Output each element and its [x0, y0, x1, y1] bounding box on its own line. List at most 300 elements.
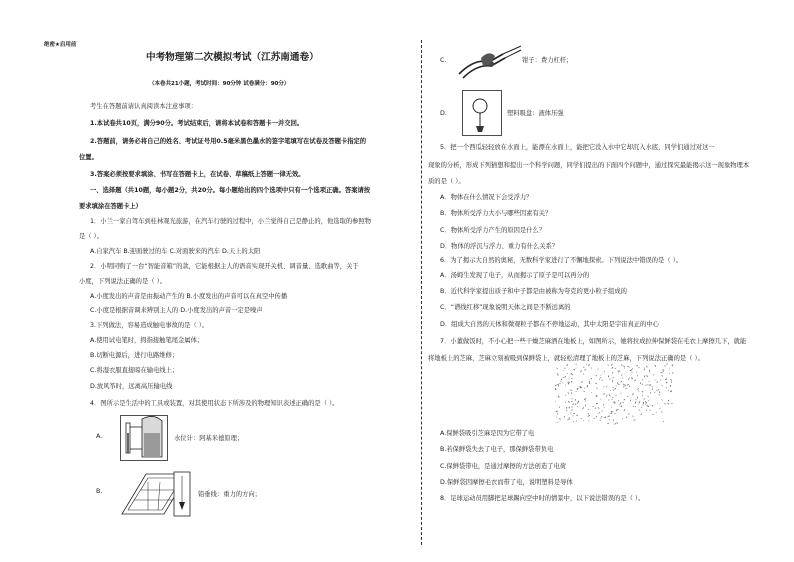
sesame-seed	[609, 394, 610, 396]
sesame-seed	[571, 398, 573, 399]
sesame-seed	[622, 418, 623, 420]
sesame-seed	[629, 385, 630, 387]
question-line: A.使用试电笔时，拇指接触笔尾金属体；	[90, 337, 204, 344]
sesame-seed	[565, 395, 566, 396]
sesame-seed	[668, 403, 669, 405]
sesame-seed	[614, 388, 616, 390]
question-line: 1．小兰一家自驾车到桂林观光旅游，在汽车行驶的过程中，小兰觉得自己是静止的，他选取的参照物	[90, 218, 372, 225]
sesame-seed	[614, 423, 616, 425]
sesame-seed	[582, 408, 583, 409]
sesame-seed	[665, 379, 667, 380]
sesame-seed	[572, 374, 573, 375]
sesame-seed	[661, 411, 663, 412]
question-line: B．近代科学家提出质子和中子都是由被称为夸克的更小粒子组成的	[440, 288, 627, 295]
sesame-seed	[588, 409, 589, 411]
sesame-seed	[622, 378, 623, 379]
sesame-seed	[642, 380, 644, 381]
option-d-text: 塑料吸盘：液体压强	[507, 110, 564, 117]
sesame-seed	[654, 392, 656, 394]
sesame-seed	[654, 379, 655, 380]
sesame-seed	[562, 382, 563, 384]
sesame-seed	[628, 379, 629, 380]
water-gauge-figure	[120, 415, 168, 461]
sesame-seed	[555, 401, 556, 402]
question-line: A.自家汽车 B.迎面驶过的车 C.对面驶来的汽车 D.天上的太阳	[90, 248, 261, 255]
sesame-seed	[565, 376, 566, 378]
sesame-seed	[571, 381, 573, 383]
question-line: D．组成大自然的天体和微观粒子都在不停地运动，其中太阳是宇宙真正的中心	[440, 321, 659, 328]
sesame-seed	[599, 412, 600, 413]
sesame-seed	[588, 420, 589, 421]
sesame-seed	[573, 413, 575, 414]
secret-label: 绝密★启用前	[44, 42, 77, 48]
sesame-seed	[616, 422, 618, 424]
sesame-seed	[646, 385, 647, 386]
sesame-seed	[603, 386, 604, 387]
sesame-seed	[584, 399, 586, 400]
sesame-seed	[645, 401, 647, 403]
sesame-seed	[626, 417, 627, 419]
sesame-seed	[596, 403, 598, 404]
sesame-seed	[635, 379, 636, 381]
sesame-seed	[669, 368, 670, 369]
sesame-seed	[646, 405, 648, 406]
sesame-seed	[666, 387, 668, 388]
sesame-seed	[642, 392, 643, 393]
sesame-seed	[635, 399, 637, 400]
note-1: 1.本试卷共10页，满分90分。考试结束后，请将本试卷和答题卡一并交回。	[90, 120, 304, 127]
sesame-seed	[571, 378, 572, 379]
sesame-seed	[556, 416, 557, 417]
sesame-seed	[631, 394, 633, 395]
sesame-seed	[555, 388, 556, 390]
sesame-seed	[656, 389, 658, 391]
sesame-seed	[570, 412, 571, 413]
answer-line: 8．足球运动员用脚把足球踢向空中时的情景中，以下说法错误的是（ ）。	[440, 495, 645, 502]
sesame-seed	[598, 407, 600, 409]
sesame-seed	[656, 381, 658, 383]
sesame-seed	[583, 391, 585, 392]
sesame-seed	[603, 407, 604, 408]
sesame-seed	[559, 419, 561, 420]
answer-line: C.保鲜袋带电，是通过摩擦的方法创造了电荷	[440, 463, 567, 470]
sesame-seed	[581, 381, 583, 383]
sesame-seed	[666, 377, 667, 378]
sesame-seed	[648, 400, 649, 402]
question-line: B．物体所受浮力大小与哪些因素有关？	[440, 210, 552, 217]
option-b-letter: B.	[96, 488, 103, 495]
sesame-seed	[641, 383, 642, 385]
sesame-seed	[565, 385, 566, 386]
question-line: A．物体在什么情况下会受浮力？	[440, 194, 533, 201]
sesame-seed	[643, 398, 645, 399]
sesame-seed	[616, 385, 617, 386]
sesame-seed	[583, 420, 585, 421]
answer-line: A.保鲜袋吸引芝麻是因为它带了电	[440, 430, 535, 437]
sesame-seed	[596, 387, 598, 389]
sesame-seed	[610, 390, 611, 391]
sesame-seed	[638, 403, 639, 404]
note-2-cont: 位置。	[79, 154, 98, 161]
page-subtitle: （本卷共21小题，考试时间：90分钟 试卷满分：90分）	[149, 81, 290, 87]
sesame-seed	[664, 365, 666, 367]
sesame-seed	[613, 389, 614, 391]
sesame-seed	[647, 406, 649, 407]
sesame-seed	[601, 380, 602, 381]
question-line: 5．把一个西瓜轻轻放在水面上，能漂在水面上，能把它没入水中它却沉入水底，同学们通过对这一	[440, 144, 715, 151]
sesame-seed	[596, 395, 598, 396]
sesame-seed	[600, 417, 601, 419]
sesame-seed	[576, 391, 577, 392]
sesame-seed	[644, 368, 645, 369]
option-a-letter: A.	[96, 433, 103, 440]
sesame-seed	[598, 369, 599, 370]
sesame-seed	[591, 367, 592, 368]
sesame-seed	[649, 410, 651, 411]
sesame-seed	[639, 409, 640, 411]
answer-line: D.保鲜袋因摩擦毛衣而带了电，说明塑料是导体	[440, 479, 573, 486]
sesame-seed	[638, 367, 640, 368]
sesame-seed	[641, 407, 642, 408]
option-c-letter: C.	[440, 57, 447, 64]
sesame-seed	[558, 385, 560, 386]
sesame-seed	[609, 378, 610, 379]
sesame-seed	[566, 410, 568, 411]
sesame-seed	[612, 411, 613, 413]
sesame-seed	[631, 377, 633, 378]
sesame-seed	[557, 413, 558, 415]
sesame-seed	[580, 370, 582, 372]
sesame-seed	[583, 367, 584, 368]
sesame-seed	[654, 365, 656, 367]
sesame-seed	[567, 392, 568, 393]
sesame-seed	[608, 375, 609, 377]
sesame-seed	[615, 394, 616, 396]
sesame-seed	[637, 375, 638, 376]
sesame-scatter-figure	[555, 364, 673, 424]
section-heading-cont: 要求填涂在答题卡上）	[79, 203, 142, 210]
question-line: C.将湿衣服直接晾在输电线上；	[90, 367, 179, 374]
sesame-seed	[565, 402, 566, 403]
question-line: 将地板上的芝麻，芝麻立刻被吸到保鲜袋上，就轻松清理了地板上的芝麻，下列说法正确的是（ ）。	[428, 355, 704, 362]
sesame-seed	[672, 372, 673, 374]
option-a-text: 水位计：阿基米德原理；	[174, 435, 244, 442]
sesame-seed	[633, 406, 634, 407]
sesame-seed	[658, 394, 660, 396]
sesame-seed	[668, 400, 669, 402]
sesame-seed	[618, 404, 619, 405]
question-line: 7．小董做饭时，不小心把一些干燥芝麻洒在地板上，如图所示，她将拉成拉伸保鲜袋在毛衣上摩擦几下，就能	[440, 338, 747, 345]
sesame-seed	[600, 377, 601, 378]
sesame-seed	[556, 367, 558, 369]
sesame-seed	[586, 364, 587, 365]
sesame-seed	[611, 411, 612, 413]
sesame-seed	[595, 375, 597, 376]
sesame-seed	[652, 405, 654, 406]
sesame-seed	[559, 418, 560, 419]
sesame-seed	[577, 402, 578, 403]
sesame-seed	[646, 366, 648, 368]
sesame-seed	[598, 413, 599, 414]
sesame-seed	[606, 396, 607, 397]
sesame-seed	[555, 385, 557, 386]
sesame-seed	[672, 364, 673, 365]
sesame-seed	[652, 414, 654, 415]
sesame-seed	[627, 384, 629, 385]
sesame-seed	[625, 388, 627, 389]
question-line: 小度，下列说法正确的是（ ）。	[79, 278, 167, 285]
sesame-seed	[591, 378, 593, 380]
sesame-seed	[604, 417, 605, 418]
sesame-seed	[610, 395, 611, 396]
sesame-seed	[650, 384, 651, 385]
question-line: A．汤姆生发现了电子，从而揭示了原子是可以再分的	[440, 272, 590, 279]
question-line: B.切断电源后，进行电路维修；	[90, 352, 179, 359]
sesame-seed	[561, 379, 562, 381]
sesame-seed	[604, 371, 605, 373]
sesame-seed	[600, 374, 601, 375]
question-line: 6．为了揭示大自然的奥秘，无数科学家进行了不懈地探索。下列说法中错误的是（ ）。	[440, 257, 683, 264]
sesame-seed	[599, 420, 601, 421]
sesame-seed	[594, 418, 596, 419]
sesame-seed	[627, 366, 629, 367]
sesame-seed	[601, 416, 603, 417]
sesame-seed	[659, 391, 660, 393]
sesame-seed	[660, 379, 661, 380]
sesame-seed	[641, 413, 642, 415]
sesame-seed	[662, 370, 664, 371]
sesame-seed	[595, 408, 597, 409]
sesame-seed	[577, 406, 579, 407]
sesame-seed	[569, 379, 570, 380]
sesame-seed	[575, 403, 577, 405]
sesame-seed	[621, 374, 622, 376]
option-b-text: 铅垂线：重力的方向；	[198, 491, 261, 498]
sesame-seed	[585, 369, 586, 370]
sesame-seed	[569, 407, 570, 409]
question-line: 质的是（ ）。	[428, 178, 465, 185]
sesame-seed	[650, 392, 651, 394]
sesame-seed	[647, 384, 648, 385]
sesame-seed	[671, 381, 672, 383]
sesame-seed	[603, 393, 605, 394]
sesame-seed	[646, 410, 648, 411]
question-line: 是（ ）。	[79, 233, 104, 240]
sesame-seed	[624, 367, 625, 368]
sesame-seed	[571, 409, 572, 411]
sesame-seed	[670, 379, 672, 381]
answer-line: B.若保鲜袋失去了电子，那保鲜袋带负电	[440, 446, 554, 453]
sesame-seed	[666, 382, 668, 383]
sesame-seed	[630, 370, 632, 372]
sesame-seed	[585, 401, 586, 402]
sesame-seed	[583, 373, 584, 374]
sesame-seed	[576, 363, 577, 365]
sesame-seed	[644, 376, 645, 378]
sesame-seed	[632, 415, 634, 417]
sesame-seed	[596, 416, 597, 417]
pliers-figure	[455, 44, 525, 80]
sesame-seed	[564, 416, 565, 418]
sesame-seed	[639, 401, 641, 403]
sesame-seed	[568, 401, 570, 403]
sesame-seed	[650, 371, 651, 373]
sesame-seed	[563, 370, 564, 371]
sesame-seed	[659, 408, 661, 409]
sesame-seed	[557, 422, 559, 423]
sesame-seed	[576, 420, 577, 421]
sesame-seed	[588, 416, 589, 417]
sesame-seed	[652, 374, 654, 375]
sesame-seed	[571, 401, 573, 402]
sesame-seed	[612, 377, 614, 378]
sesame-seed	[649, 370, 650, 372]
sesame-seed	[611, 399, 612, 400]
sesame-seed	[566, 407, 568, 409]
sesame-seed	[571, 392, 572, 394]
sesame-seed	[567, 419, 569, 421]
sesame-seed	[579, 386, 581, 387]
sesame-seed	[567, 373, 568, 374]
sesame-seed	[618, 383, 620, 385]
sesame-seed	[613, 419, 614, 421]
sesame-seed	[588, 414, 590, 416]
sesame-seed	[647, 395, 649, 397]
sesame-seed	[601, 399, 602, 400]
sesame-seed	[601, 410, 602, 411]
question-line: D．物体的浮沉与浮力、重力有什么关系？	[440, 243, 559, 250]
sesame-seed	[669, 373, 670, 374]
sesame-seed	[563, 377, 565, 378]
sesame-seed	[651, 386, 653, 388]
sesame-seed	[599, 379, 600, 381]
sesame-seed	[640, 382, 641, 384]
sesame-seed	[611, 406, 612, 407]
sesame-seed	[567, 381, 569, 382]
sesame-seed	[617, 382, 618, 384]
sesame-seed	[661, 399, 663, 401]
sesame-seed	[614, 413, 616, 414]
sesame-seed	[623, 386, 624, 387]
sesame-seed	[561, 380, 562, 382]
sesame-seed	[664, 403, 665, 405]
sesame-seed	[611, 364, 612, 366]
sesame-seed	[618, 370, 619, 372]
question-line: 2．小明同购了一台“智能音箱”的款，它能根据主人的语音实现开关机、调音量、选歌曲等，关于	[90, 263, 359, 270]
sesame-seed	[619, 370, 620, 372]
question-line: 4．图所示是生活中的工具或装置，对其使用状态下所涉及的物理知识表述正确的是（ ）。	[90, 400, 339, 407]
sesame-seed	[559, 383, 560, 384]
sesame-seed	[631, 369, 632, 370]
sesame-seed	[569, 418, 571, 420]
sesame-seed	[578, 400, 579, 402]
question-line: C.小度是根据音调来辨别主人的 D.小度发出的声音一定是噪声	[90, 307, 263, 314]
sesame-seed	[627, 396, 629, 397]
sesame-seed	[642, 404, 643, 405]
sesame-seed	[608, 399, 609, 400]
sesame-seed	[630, 400, 631, 401]
sesame-seed	[606, 386, 607, 388]
sesame-seed	[638, 390, 639, 392]
sesame-seed	[607, 423, 609, 425]
column-divider	[421, 40, 422, 545]
page-title: 中考物理第二次模拟考试（江苏南通卷）	[146, 52, 319, 63]
sesame-seed	[661, 385, 662, 386]
sesame-seed	[607, 364, 609, 366]
sesame-seed	[632, 368, 633, 369]
sesame-seed	[666, 363, 668, 364]
question-line: C．“谱线红移”现象说明天体之间是不断远离的	[440, 304, 571, 311]
sesame-seed	[571, 406, 572, 408]
section-heading: 一、选择题（共10题，每小题2分，共20分。每小题给出的四个选项中只有一个选项正确。答案请按	[90, 187, 371, 194]
sesame-seed	[609, 419, 610, 420]
sesame-seed	[588, 413, 589, 414]
question-line: A.小度发出的声音是由振动产生的 B.小度发出的声音可以在真空中传播	[90, 293, 288, 300]
sesame-seed	[587, 385, 588, 386]
sesame-seed	[644, 385, 645, 386]
sesame-seed	[575, 368, 576, 369]
sesame-seed	[621, 364, 623, 366]
sesame-seed	[606, 394, 608, 396]
sesame-seed	[591, 392, 592, 393]
sesame-seed	[582, 407, 584, 408]
note-3: 3.答案必须按要求填涂、书写在答题卡上，在试卷、草稿纸上答题一律无效。	[90, 171, 305, 178]
sesame-seed	[637, 397, 638, 399]
sesame-seed	[572, 416, 573, 417]
sesame-seed	[573, 421, 574, 422]
sesame-seed	[616, 409, 617, 411]
sesame-seed	[580, 418, 582, 419]
sesame-seed	[617, 409, 619, 411]
sesame-seed	[638, 388, 639, 389]
sesame-seed	[657, 403, 658, 404]
plumb-line-figure	[118, 470, 192, 520]
question-line: 3.下列做法，容易造成触电事故的是（ ）。	[90, 322, 209, 329]
question-line: 现象的分析，形成下列猜想和提出一个科学问题，同学们提出的下面四个问题中，通过探究最能揭示这一现象物理本	[428, 162, 750, 169]
sesame-seed	[575, 399, 577, 401]
sesame-seed	[663, 421, 665, 423]
sesame-seed	[637, 389, 638, 390]
sesame-seed	[658, 389, 659, 390]
sesame-seed	[573, 403, 574, 405]
sesame-seed	[592, 406, 594, 407]
sesame-seed	[585, 398, 587, 400]
sesame-seed	[588, 364, 590, 366]
sesame-seed	[656, 412, 657, 413]
sesame-seed	[585, 404, 586, 406]
sesame-seed	[623, 384, 625, 386]
question-line: D.放风筝时，远离高压输电线	[90, 383, 173, 390]
sesame-seed	[662, 369, 664, 370]
sesame-seed	[573, 369, 575, 371]
sesame-seed	[622, 402, 624, 404]
sesame-seed	[618, 400, 619, 402]
sesame-seed	[671, 403, 673, 405]
sesame-seed	[649, 381, 650, 382]
sesame-seed	[586, 386, 588, 388]
sesame-seed	[634, 419, 636, 420]
sesame-seed	[623, 366, 625, 367]
sesame-seed	[612, 397, 613, 398]
note-2: 2.答题前，请务必将自己的姓名、考试证号用0.5毫米黑色墨水的签字笔填写在试卷及答题卡指定的	[90, 138, 367, 145]
notes-heading: 考生在答题前请认真阅读本注意事项：	[90, 103, 198, 110]
sesame-seed	[612, 387, 614, 388]
sesame-seed	[595, 383, 597, 384]
sesame-seed	[620, 402, 622, 404]
sesame-seed	[670, 385, 671, 387]
sesame-seed	[607, 416, 608, 417]
sesame-seed	[628, 377, 630, 379]
